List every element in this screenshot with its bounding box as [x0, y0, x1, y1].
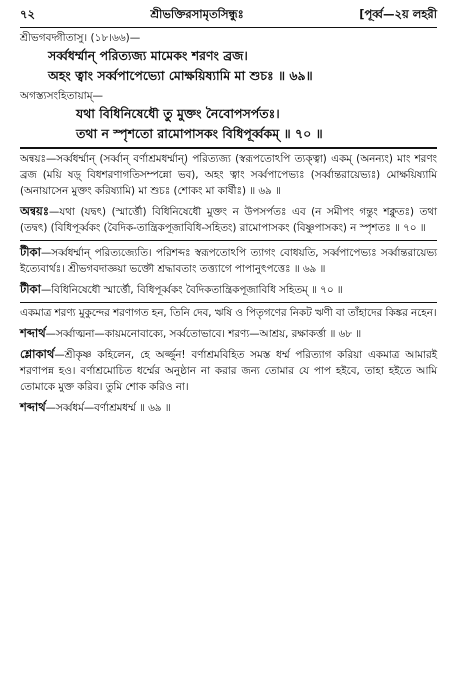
translation-68: একমাত্র শরণ্য মুকুন্দের শরণাগত হন, তিনি দেব, ঋষি ও পিতৃগণের নিকট ঋণী বা তাঁহাদের কিঙ্কর নহেন। — [20, 307, 437, 320]
shabdartha-label: শব্দার্থ — [20, 326, 46, 341]
verse-69-line-1: সর্ব্বধর্ম্মান্ পরিত্যজ্য মামেকং শরণং ব্রজ। — [48, 48, 248, 64]
section-divider — [20, 302, 437, 303]
section-label: [পূর্ব্ব—২য় লহরী — [359, 7, 437, 21]
tika-text: —সর্ব্বধর্ম্মান্ পরিত্যজ্যেতি। পরিশব্দঃ স্বরূপতোঽপি ত্যাগং বোধয়তি, সর্ব্বপাপেভ্যঃ সর্ব্বান্তরায়েভ্য ইত্যেবার্থঃ। শ্রীভগবদাজ্ঞয়া ভক্তৌ শ্রদ্ধাবতাং তত্ত্যাগে পাপানুৎপত্তেঃ ॥ ৬৯ ॥ — [20, 247, 437, 276]
page-number: ৭২ — [20, 7, 35, 21]
verse-source-agastya: অগস্ত্যসংহিতায়াম্— — [20, 90, 104, 103]
shabdartha-label: শব্দার্থ — [20, 399, 46, 414]
shabdartha-68 — [20, 325, 437, 343]
header-rule — [20, 27, 437, 28]
shlokartha-text: —শ্রীকৃষ্ণ কহিলেন, হে অর্জ্জুন! বর্ণাশ্রমবিহিত সমস্ত ধর্ম্ম পরিত্যাগ করিয়া একমাত্র আমারই শরণাপন্ন হও। বর্ণাশ্রমোচিত ধর্ম্মের অনুষ্ঠান না করার জন্য তোমার যে পাপ হইবে, তাহা হইতে আমি তোমাকে মুক্ত করিব। তুমি শোক করিও না। — [20, 348, 437, 393]
running-header — [20, 6, 437, 24]
verse-69-line-2: অহং ত্বাং সর্ব্বপাপেভ্যো মোক্ষয়িষ্যামি মা শুচঃ ॥ ৬৯॥ — [48, 68, 313, 84]
anvaya-text: —সর্ব্বধর্ম্মান্ (সর্ব্বান্ বর্ণাশ্রমধর্ম্মান্) পরিত্যজ্য (স্বরূপতোঽপি ত্যক্ত্বা) একম্ (অনন্যং) মাং শরণং ব্রজ (ময়ি ষড়্ বিধশরণাগতিসম্পন্নো ভব), অহং ত্বাং সর্ব্বপাপেভ্যঃ (সর্ব্বান্তরায়েভ্যঃ) মোক্ষয়িষ্যামি (অনায়াসেন মুক্তং করিষ্যামি) মা শুচঃ (শোকং মা কার্ষীঃ) ॥ ৬৯ ॥ — [20, 153, 437, 198]
tika-label: টীকা — [20, 245, 41, 260]
verse-block-gita — [20, 31, 437, 86]
book-title: শ্রীভক্তিরসামৃতসিন্ধুঃ — [150, 7, 244, 21]
anvaya-text: —যথা (যদ্বৎ) (স্মার্ত্তৌ) বিধিনিষেধৌ মুক্তং ন উপসর্পতঃ এব (ন সমীপং গন্তুং শক্নুতঃ) তথা (তদ্বৎ) (বিধিপূর্ব্বকং (বৈদিক-তান্ত্রিকপূজাবিধি-সহিতং) রামোপাসকং (বিষ্ণুপাসকং) ন স্পৃশতঃ ॥ ৭০ ॥ — [20, 206, 437, 235]
shabdartha-text: —সর্ব্বাত্মনা—কায়মনোবাক্যে, সর্ব্বতোভাবে। শরণ্য—আশ্রয়, রক্ষাকর্ত্তা ॥ ৬৮ ॥ — [45, 328, 362, 341]
section-divider — [20, 147, 437, 149]
section-divider — [20, 240, 437, 241]
anvaya-label: অন্বয়ঃ — [20, 204, 49, 219]
tika-69 — [20, 244, 437, 278]
tika-70 — [20, 281, 437, 299]
shlokartha-69 — [20, 346, 437, 396]
anvaya-70 — [20, 203, 437, 237]
tika-text: —বিধিনিষেধৌ স্মার্ত্তৌ, বিধিপূর্ব্বকং বৈদিকতান্ত্রিকপূজাবিধি সহিতম্ ॥ ৭০ ॥ — [40, 284, 343, 297]
shabdartha-text: —সর্ব্বধর্ম—বর্ণাশ্রমধর্ম্ম ॥ ৬৯ ॥ — [45, 401, 171, 414]
anvaya-69 — [20, 152, 437, 200]
anvaya-label: অন্বয়ঃ — [20, 153, 46, 166]
verse-source-gita: শ্রীভগবদ্গীতাসু। (১৮।৬৬)— — [20, 32, 141, 44]
verse-70-line-2: তথা ন স্পৃশতো রামোপাসকং বিধিপূর্ব্বকম্ ॥ ৭০ ॥ — [76, 126, 323, 142]
shlokartha-label: শ্লোকার্থ — [20, 346, 55, 361]
tika-label: টীকা — [20, 282, 41, 297]
shabdartha-69 — [20, 399, 437, 417]
verse-block-agastya — [20, 89, 437, 144]
verse-70-line-1: যথা বিধিনিষেধৌ তু মুক্তং নৈবোপসর্পতঃ। — [76, 106, 280, 122]
